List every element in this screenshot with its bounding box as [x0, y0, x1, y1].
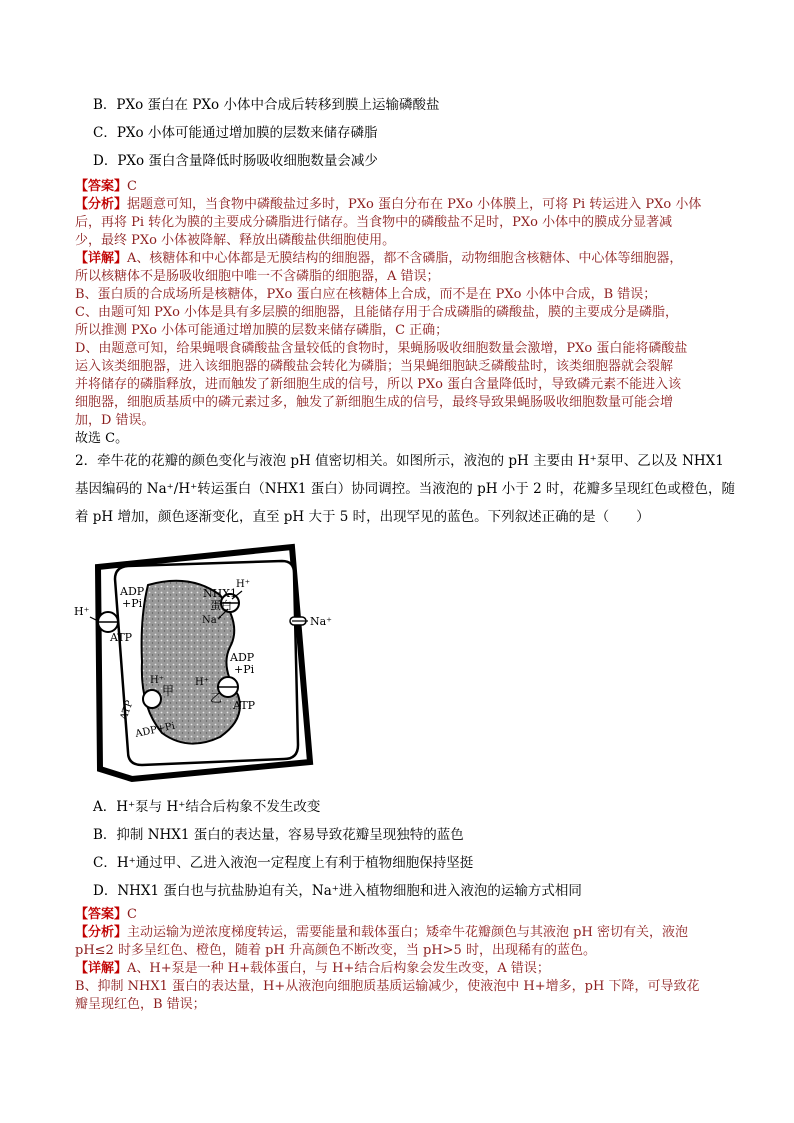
q1-option-c: C．PXo 小体可能通过增加膜的层数来储存磷脂	[93, 125, 378, 141]
q1-detail-line: 运入该类细胞器，进入该细胞器的磷酸盐会转化为磷脂；当果蝇细胞缺乏磷酸盐时，该类细胞器就会裂解	[75, 359, 674, 374]
analysis-tag: 【分析】	[75, 197, 128, 212]
q2-option-d: D．NHX1 蛋白也与抗盐胁迫有关，Na⁺进入植物细胞和进入液泡的运输方式相同	[93, 883, 582, 899]
h-plus-yi: H⁺	[195, 677, 209, 688]
q1-option-b: B．PXo 蛋白在 PXo 小体中合成后转移到膜上运输磷酸盐	[93, 97, 440, 113]
na-plus-inner: Na⁺	[202, 615, 222, 626]
q1-detail-line: 【详解】A、核糖体和中心体都是无膜结构的细胞器，都不含磷脂，动物细胞含核糖体、中心体等细胞器，	[75, 251, 683, 266]
q1-detail-line: B、蛋白质的合成场所是核糖体，PXo 蛋白应在核糖体上合成，而不是在 PXo 小体中合成，B 错误；	[75, 287, 657, 302]
q1-detail-line: D、由题意可知，给果蝇喂食磷酸盐含量较低的食物时，果蝇肠吸收细胞数量会激增，PXo 蛋白能将磷酸盐	[75, 341, 688, 356]
q2-stem-line: 着 pH 增加，颜色逐渐变化，直至 pH 大于 5 时，出现罕见的蓝色。下列叙述正确的是（ ）	[75, 509, 650, 525]
na-plus-outer: Na⁺	[310, 615, 332, 628]
q2-analysis-line: 【分析】主动运输为逆浓度梯度转运，需要能量和载体蛋白；矮牵牛花瓣颜色与其液泡 pH 密切有关，液泡	[75, 925, 688, 940]
atp-label-right: ATP	[233, 699, 256, 712]
h-plus-nhx1: H⁺	[236, 579, 250, 590]
q2-option-b: B．抑制 NHX1 蛋白的表达量，容易导致花瓣呈现独特的蓝色	[93, 827, 464, 843]
q2-option-a: A．H⁺泵与 H⁺结合后构象不发生改变	[93, 799, 321, 815]
adp-pi-label-jia: ADP+Pi	[134, 720, 177, 740]
analysis-tag: 【分析】	[75, 925, 128, 940]
q1-analysis-line: 少，最终 PXo 小体被降解、释放出磷酸盐供细胞使用。	[75, 233, 396, 248]
plant-cell-diagram	[70, 537, 370, 787]
adp-label-right: ADP	[230, 651, 255, 664]
q2-detail-line: 【详解】A、H+泵是一种 H+载体蛋白，与 H+结合后构象会发生改变，A 错误；	[75, 961, 550, 976]
pi-label-left: +Pi	[122, 597, 143, 610]
detail-tag: 【详解】	[75, 251, 128, 266]
answer-value: C	[127, 179, 137, 194]
q1-analysis-line: 【分析】据题意可知，当食物中磷酸盐过多时，PXo 蛋白分布在 PXo 小体膜上，可将 Pi 转运进入 PXo 小体	[75, 197, 702, 212]
pi-label-right: +Pi	[234, 663, 255, 676]
protein-label: 蛋白	[210, 599, 232, 612]
atp-label-left: ATP	[110, 631, 133, 644]
atp-label-jia: ATP	[118, 699, 136, 722]
h-plus-jia: H⁺	[150, 675, 164, 686]
q2-option-c: C．H⁺通过甲、乙进入液泡一定程度上有利于植物细胞保持坚挺	[93, 855, 474, 871]
q2-detail-line: 瓣呈现红色，B 错误；	[75, 997, 206, 1012]
answer-tag: 【答案】	[75, 907, 128, 922]
q2-detail-line: B、抑制 NHX1 蛋白的表达量，H+从液泡向细胞质基质运输减少，使液泡中 H+增多，pH 下降，可导致花	[75, 979, 700, 994]
q1-detail-line: 所以核糖体不是肠吸收细胞中唯一不含磷脂的细胞器，A 错误；	[75, 269, 440, 284]
q1-detail-line: 并将储存的磷脂释放，进而触发了新细胞生成的信号，所以 PXo 蛋白含量降低时，导致磷元素不能进入该	[75, 377, 682, 392]
q2-analysis-line: pH≤2 时多呈红色、橙色，随着 pH 升高颜色不断改变，当 pH>5 时，出现稀有的蓝色。	[75, 943, 596, 958]
q2-stem-line: 2．牵牛花的花瓣的颜色变化与液泡 pH 值密切相关。如图所示，液泡的 pH 主要由 H⁺泵甲、乙以及 NHX1	[75, 453, 724, 469]
yi-label: 乙	[210, 691, 223, 705]
detail-tag: 【详解】	[75, 961, 128, 976]
q1-analysis-line: 后，再将 Pi 转化为膜的主要成分磷脂进行储存。当食物中的磷酸盐不足时，PXo 小体中的膜成分显著减	[75, 215, 673, 230]
jia-label: 甲	[162, 684, 175, 698]
pump-jia	[143, 690, 161, 708]
q1-detail-line: C、由题可知 PXo 小体是具有多层膜的细胞器，且能储存用于合成磷脂的磷酸盐，膜的主要成分是磷脂，	[75, 305, 679, 320]
q1-option-d: D．PXo 蛋白含量降低时肠吸收细胞数量会减少	[93, 153, 378, 169]
q2-stem-line: 基因编码的 Na⁺/H⁺转运蛋白（NHX1 蛋白）协同调控。当液泡的 pH 小于 2 时，花瓣多呈现红色或橙色，随	[75, 481, 735, 497]
adp-label-left: ADP	[120, 585, 145, 598]
q2-answer	[75, 907, 137, 923]
q1-conclusion: 故选 C。	[75, 431, 129, 446]
q1-answer	[75, 179, 137, 195]
answer-tag: 【答案】	[75, 179, 128, 194]
nhx1-label: NHX1	[203, 587, 238, 600]
q1-detail-line: 加，D 错误。	[75, 413, 155, 428]
h-plus-outer: H⁺	[74, 605, 90, 618]
q1-detail-line: 所以推测 PXo 小体可能通过增加膜的层数来储存磷脂，C 正确；	[75, 323, 449, 338]
q1-detail-line: 细胞器，细胞质基质中的磷元素过多，触发了新细胞生成的信号，最终导致果蝇肠吸收细胞数量可能会增	[75, 395, 674, 410]
answer-value: C	[127, 907, 137, 922]
